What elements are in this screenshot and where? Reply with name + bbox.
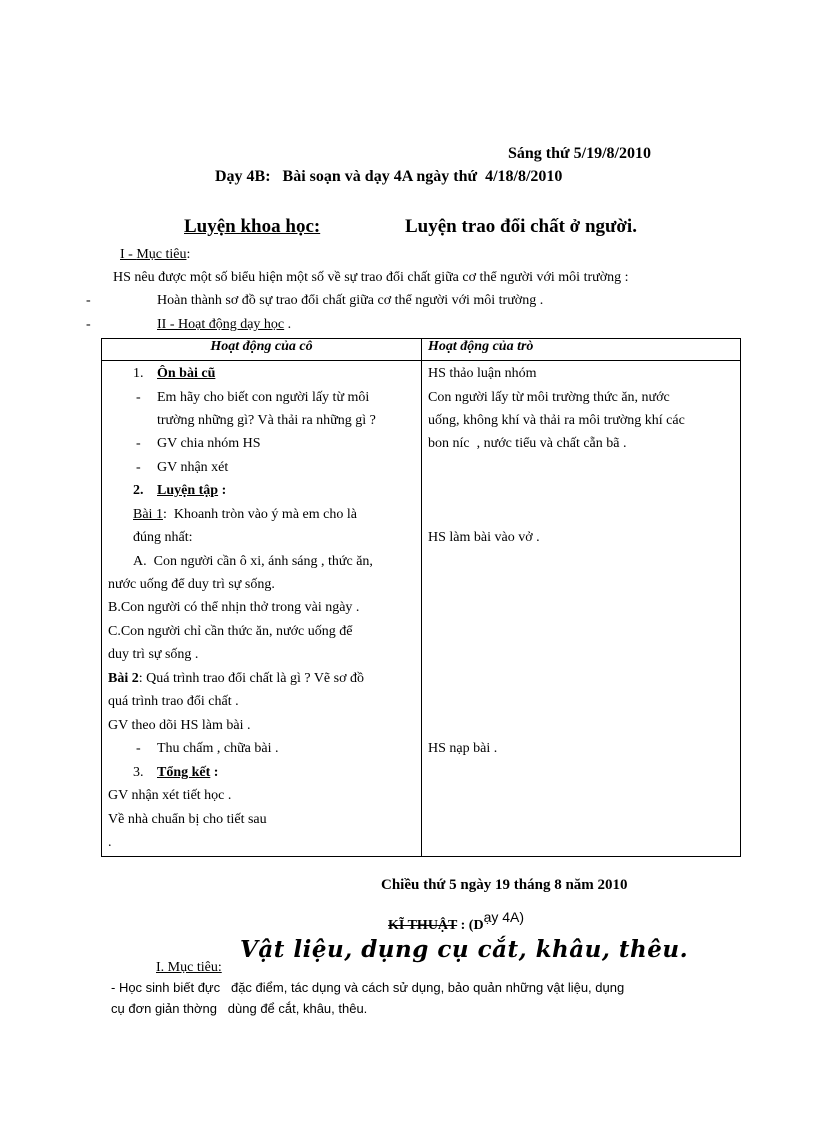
summary-heading-suffix: : xyxy=(210,765,219,780)
teacher-line: Em hãy cho biết con người lấy từ môi xyxy=(157,390,370,405)
dash-marker: - xyxy=(136,390,141,405)
summary-heading xyxy=(157,765,218,781)
dash-marker: - xyxy=(136,436,141,451)
technique-objectives-label: I. Mục tiêu: xyxy=(156,960,222,975)
teacher-line: GV chia nhóm HS xyxy=(157,436,261,451)
lesson-title: Luyện trao đổi chất ở người. xyxy=(405,216,637,237)
student-activities-cell xyxy=(422,361,741,857)
teacher-activities-cell xyxy=(102,361,422,857)
exercise-2-label: Bài 2 xyxy=(108,671,139,686)
technique-subject-line xyxy=(388,909,525,934)
option-c-line: C.Con người chỉ cần thức ăn, nước uống để xyxy=(108,624,353,639)
section-activities-prefix: II - xyxy=(157,317,178,332)
section-objectives-prefix: I - xyxy=(120,247,137,262)
technique-class-note: ạy 4A) xyxy=(483,909,525,925)
objective-text-1: HS nêu được một số biểu hiện một số về sự trao đổi chất giữa cơ thể người với môi trường : xyxy=(113,270,629,285)
list-number: 2. xyxy=(133,483,144,498)
option-a-line: A. Con người cần ô xi, ánh sáng , thức ăn, xyxy=(133,554,373,569)
list-number: 1. xyxy=(133,366,144,381)
technique-objective-line: cụ đơn giản thờng dùng để cắt, khâu, thêu. xyxy=(111,1001,368,1016)
section-objectives-suffix: : xyxy=(186,247,191,262)
summary-heading-label: Tổng kết xyxy=(157,765,211,780)
exercise-2-text: : Quá trình trao đổi chất là gì ? Vẽ sơ đồ xyxy=(138,671,364,686)
practice-heading-label: Luyện tập xyxy=(157,483,219,498)
lesson-subject: Luyện khoa học: xyxy=(184,216,321,237)
teacher-line: Về nhà chuẩn bị cho tiết sau xyxy=(108,812,267,827)
practice-heading xyxy=(157,483,226,499)
section-objectives-heading xyxy=(120,247,190,263)
section-activities-label: Hoạt động dạy học xyxy=(178,317,285,332)
technique-subject: KĨ THUẬT xyxy=(388,918,458,933)
teacher-line: quá trình trao đổi chất . xyxy=(108,694,239,709)
afternoon-date-line: Chiều thứ 5 ngày 19 tháng 8 năm 2010 xyxy=(381,877,628,893)
teacher-line: đúng nhất: xyxy=(133,530,193,545)
exercise-1-label: Bài 1 xyxy=(133,507,163,522)
activities-table xyxy=(101,338,741,857)
section-objectives-label: Mục tiêu xyxy=(136,247,187,262)
review-heading: Ôn bài cũ xyxy=(157,366,216,381)
practice-heading-suffix: : xyxy=(218,483,227,498)
dash-marker: - xyxy=(136,741,141,756)
teacher-line: GV theo dõi HS làm bài . xyxy=(108,718,251,733)
objective-text-2: Hoàn thành sơ đồ sự trao đổi chất giữa cơ thể người với môi trường . xyxy=(157,293,544,308)
technique-subject-suffix: : (D xyxy=(457,918,484,933)
technique-objectives-heading xyxy=(156,960,222,976)
student-line: uống, không khí và thải ra môi trường khí các xyxy=(428,413,685,428)
teacher-line: duy trì sự sống . xyxy=(108,647,199,662)
exercise-1-text: : Khoanh tròn vào ý mà em cho là xyxy=(162,507,357,522)
teacher-line: nước uống để duy trì sự sống. xyxy=(108,577,275,592)
teacher-line: GV nhận xét xyxy=(157,460,229,475)
student-line: HS nạp bài . xyxy=(428,741,498,756)
section-activities-heading xyxy=(157,317,291,333)
date-line: Sáng thứ 5/19/8/2010 xyxy=(508,145,651,162)
dash-marker: - xyxy=(136,460,141,475)
teacher-line: GV nhận xét tiết học . xyxy=(108,788,232,803)
student-line: HS làm bài vào vở . xyxy=(428,530,540,545)
student-line: HS thảo luận nhóm xyxy=(428,366,537,381)
exercise-1-line xyxy=(133,507,357,523)
teaching-info-line: Dạy 4B: Bài soạn và dạy 4A ngày thứ 4/18/8/2010 xyxy=(215,168,563,185)
technique-objective-line: - Học sinh biết đực đặc điểm, tác dụng và cách sử dụng, bảo quản những vật liệu, dụng xyxy=(111,980,625,995)
teacher-line: Thu chấm , chữa bài . xyxy=(157,741,279,756)
col-header-teacher: Hoạt động của cô xyxy=(102,339,422,361)
option-b-line: B.Con người có thể nhịn thở trong vài ngày . xyxy=(108,600,360,615)
list-number: 3. xyxy=(133,765,144,780)
exercise-2-line xyxy=(108,671,364,687)
technique-lesson-title: Vật liệu, dụng cụ cắt, khâu, thêu. xyxy=(240,936,689,963)
teacher-line: . xyxy=(108,835,112,850)
bullet-marker: - xyxy=(86,317,91,332)
bullet-marker: - xyxy=(86,293,91,308)
teacher-line: trường những gì? Và thải ra những gì ? xyxy=(157,413,376,428)
col-header-student: Hoạt động của trò xyxy=(422,339,741,361)
student-line: bon níc , nước tiểu và chất cẵn bã . xyxy=(428,436,627,451)
section-activities-suffix: . xyxy=(284,317,292,332)
student-line: Con người lấy từ môi trường thức ăn, nước xyxy=(428,390,670,405)
